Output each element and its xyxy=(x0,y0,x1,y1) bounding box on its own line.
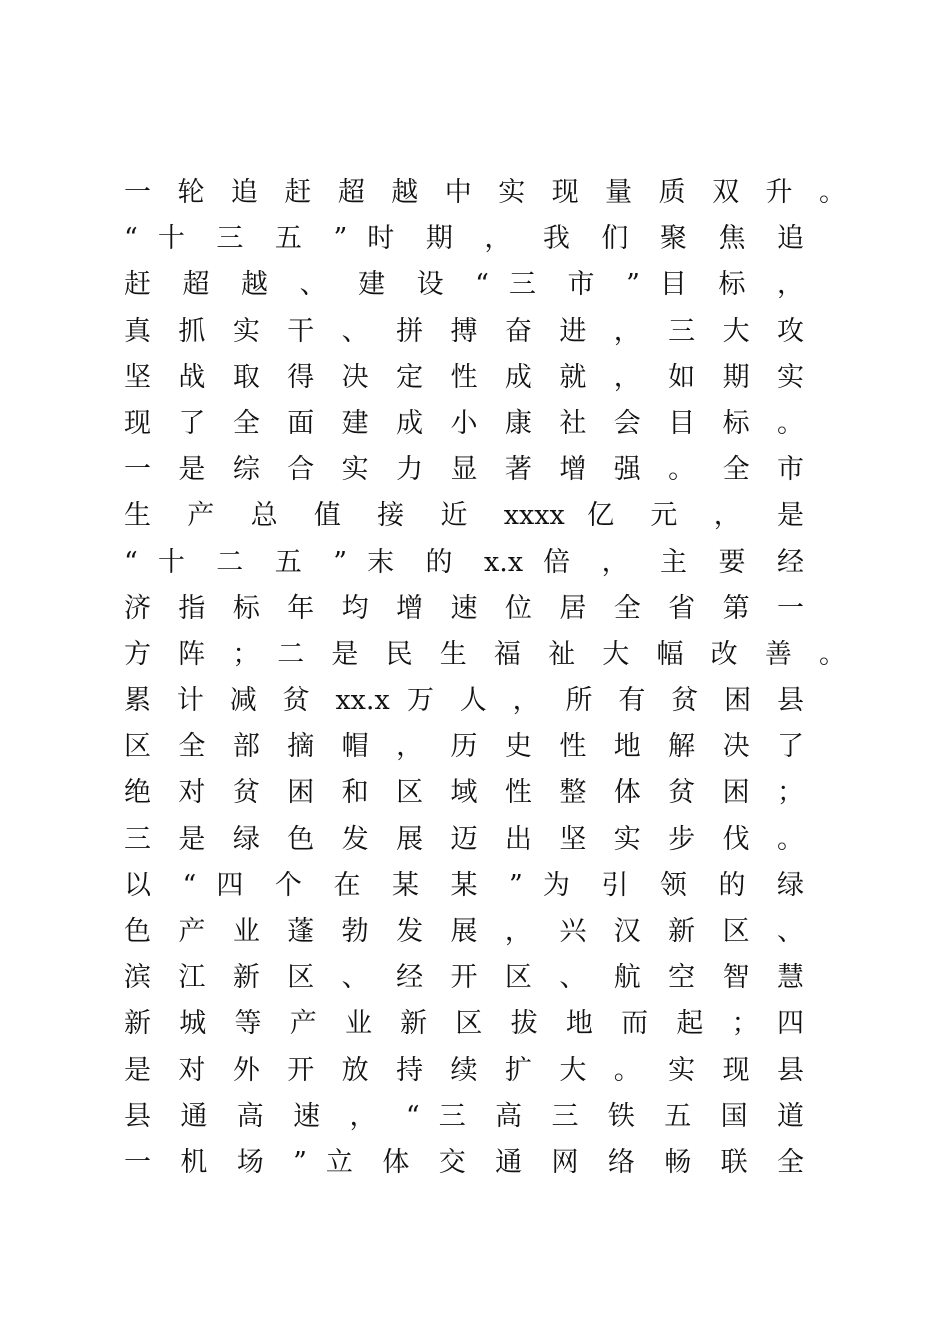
body-text xyxy=(124,170,846,1186)
text-line-9: “ 十 二 五 ” 末 的 x.x 倍 ， 主 要 经 xyxy=(124,546,804,578)
text-line-15: 三 是 绿 色 发 展 迈 出 坚 实 步 伐 。 xyxy=(124,823,804,855)
text-line-8: 生 产 总 值 接 近 xxxx 亿 元 ， 是 xyxy=(124,500,804,532)
text-line-17: 色 产 业 蓬 勃 发 展 ， 兴 汉 新 区 、 xyxy=(124,916,804,947)
text-line-21: 县 通 高 速 ， “ 三 高 三 铁 五 国 道 xyxy=(124,1100,804,1132)
text-line-7: 一 是 综 合 实 力 显 著 增 强 。 全 市 xyxy=(124,454,804,486)
text-line-2: “ 十 三 五 ” 时 期 ， 我 们 聚 焦 追 xyxy=(124,223,804,255)
text-line-22: 一 机 场 ” 立 体 交 通 网 络 畅 联 全 xyxy=(124,1146,804,1178)
text-line-1: 一 轮 追 赶 超 越 中 实 现 量 质 双 升 。 xyxy=(124,177,846,208)
text-line-4: 真 抓 实 干 、 拼 搏 奋 进 ， 三 大 攻 xyxy=(124,315,804,347)
text-line-19: 新 城 等 产 业 新 区 拔 地 而 起 ； 四 xyxy=(124,1008,804,1040)
text-line-20: 是 对 外 开 放 持 续 扩 大 。 实 现 县 xyxy=(124,1054,804,1086)
text-line-13: 区 全 部 摘 帽 ， 历 史 性 地 解 决 了 xyxy=(124,731,804,763)
text-line-10: 济 指 标 年 均 增 速 位 居 全 省 第 一 xyxy=(124,592,804,624)
text-line-14: 绝 对 贫 困 和 区 域 性 整 体 贫 困 ； xyxy=(124,777,804,809)
text-line-11: 方 阵 ； 二 是 民 生 福 祉 大 幅 改 善 。 xyxy=(124,638,846,670)
text-line-18: 滨 江 新 区 、 经 开 区 、 航 空 智 慧 xyxy=(124,962,804,994)
text-line-3: 赶 超 越 、 建 设 “ 三 市 ” 目 标 ， xyxy=(124,269,804,301)
text-line-5: 坚 战 取 得 决 定 性 成 就 ， 如 期 实 xyxy=(124,361,804,393)
text-line-16: 以 “ 四 个 在 某 某 ” 为 引 领 的 绿 xyxy=(124,869,804,901)
text-line-6: 现 了 全 面 建 成 小 康 社 会 目 标 。 xyxy=(124,407,804,439)
text-line-12: 累 计 减 贫 xx.x 万 人 ， 所 有 贫 困 县 xyxy=(124,685,804,717)
